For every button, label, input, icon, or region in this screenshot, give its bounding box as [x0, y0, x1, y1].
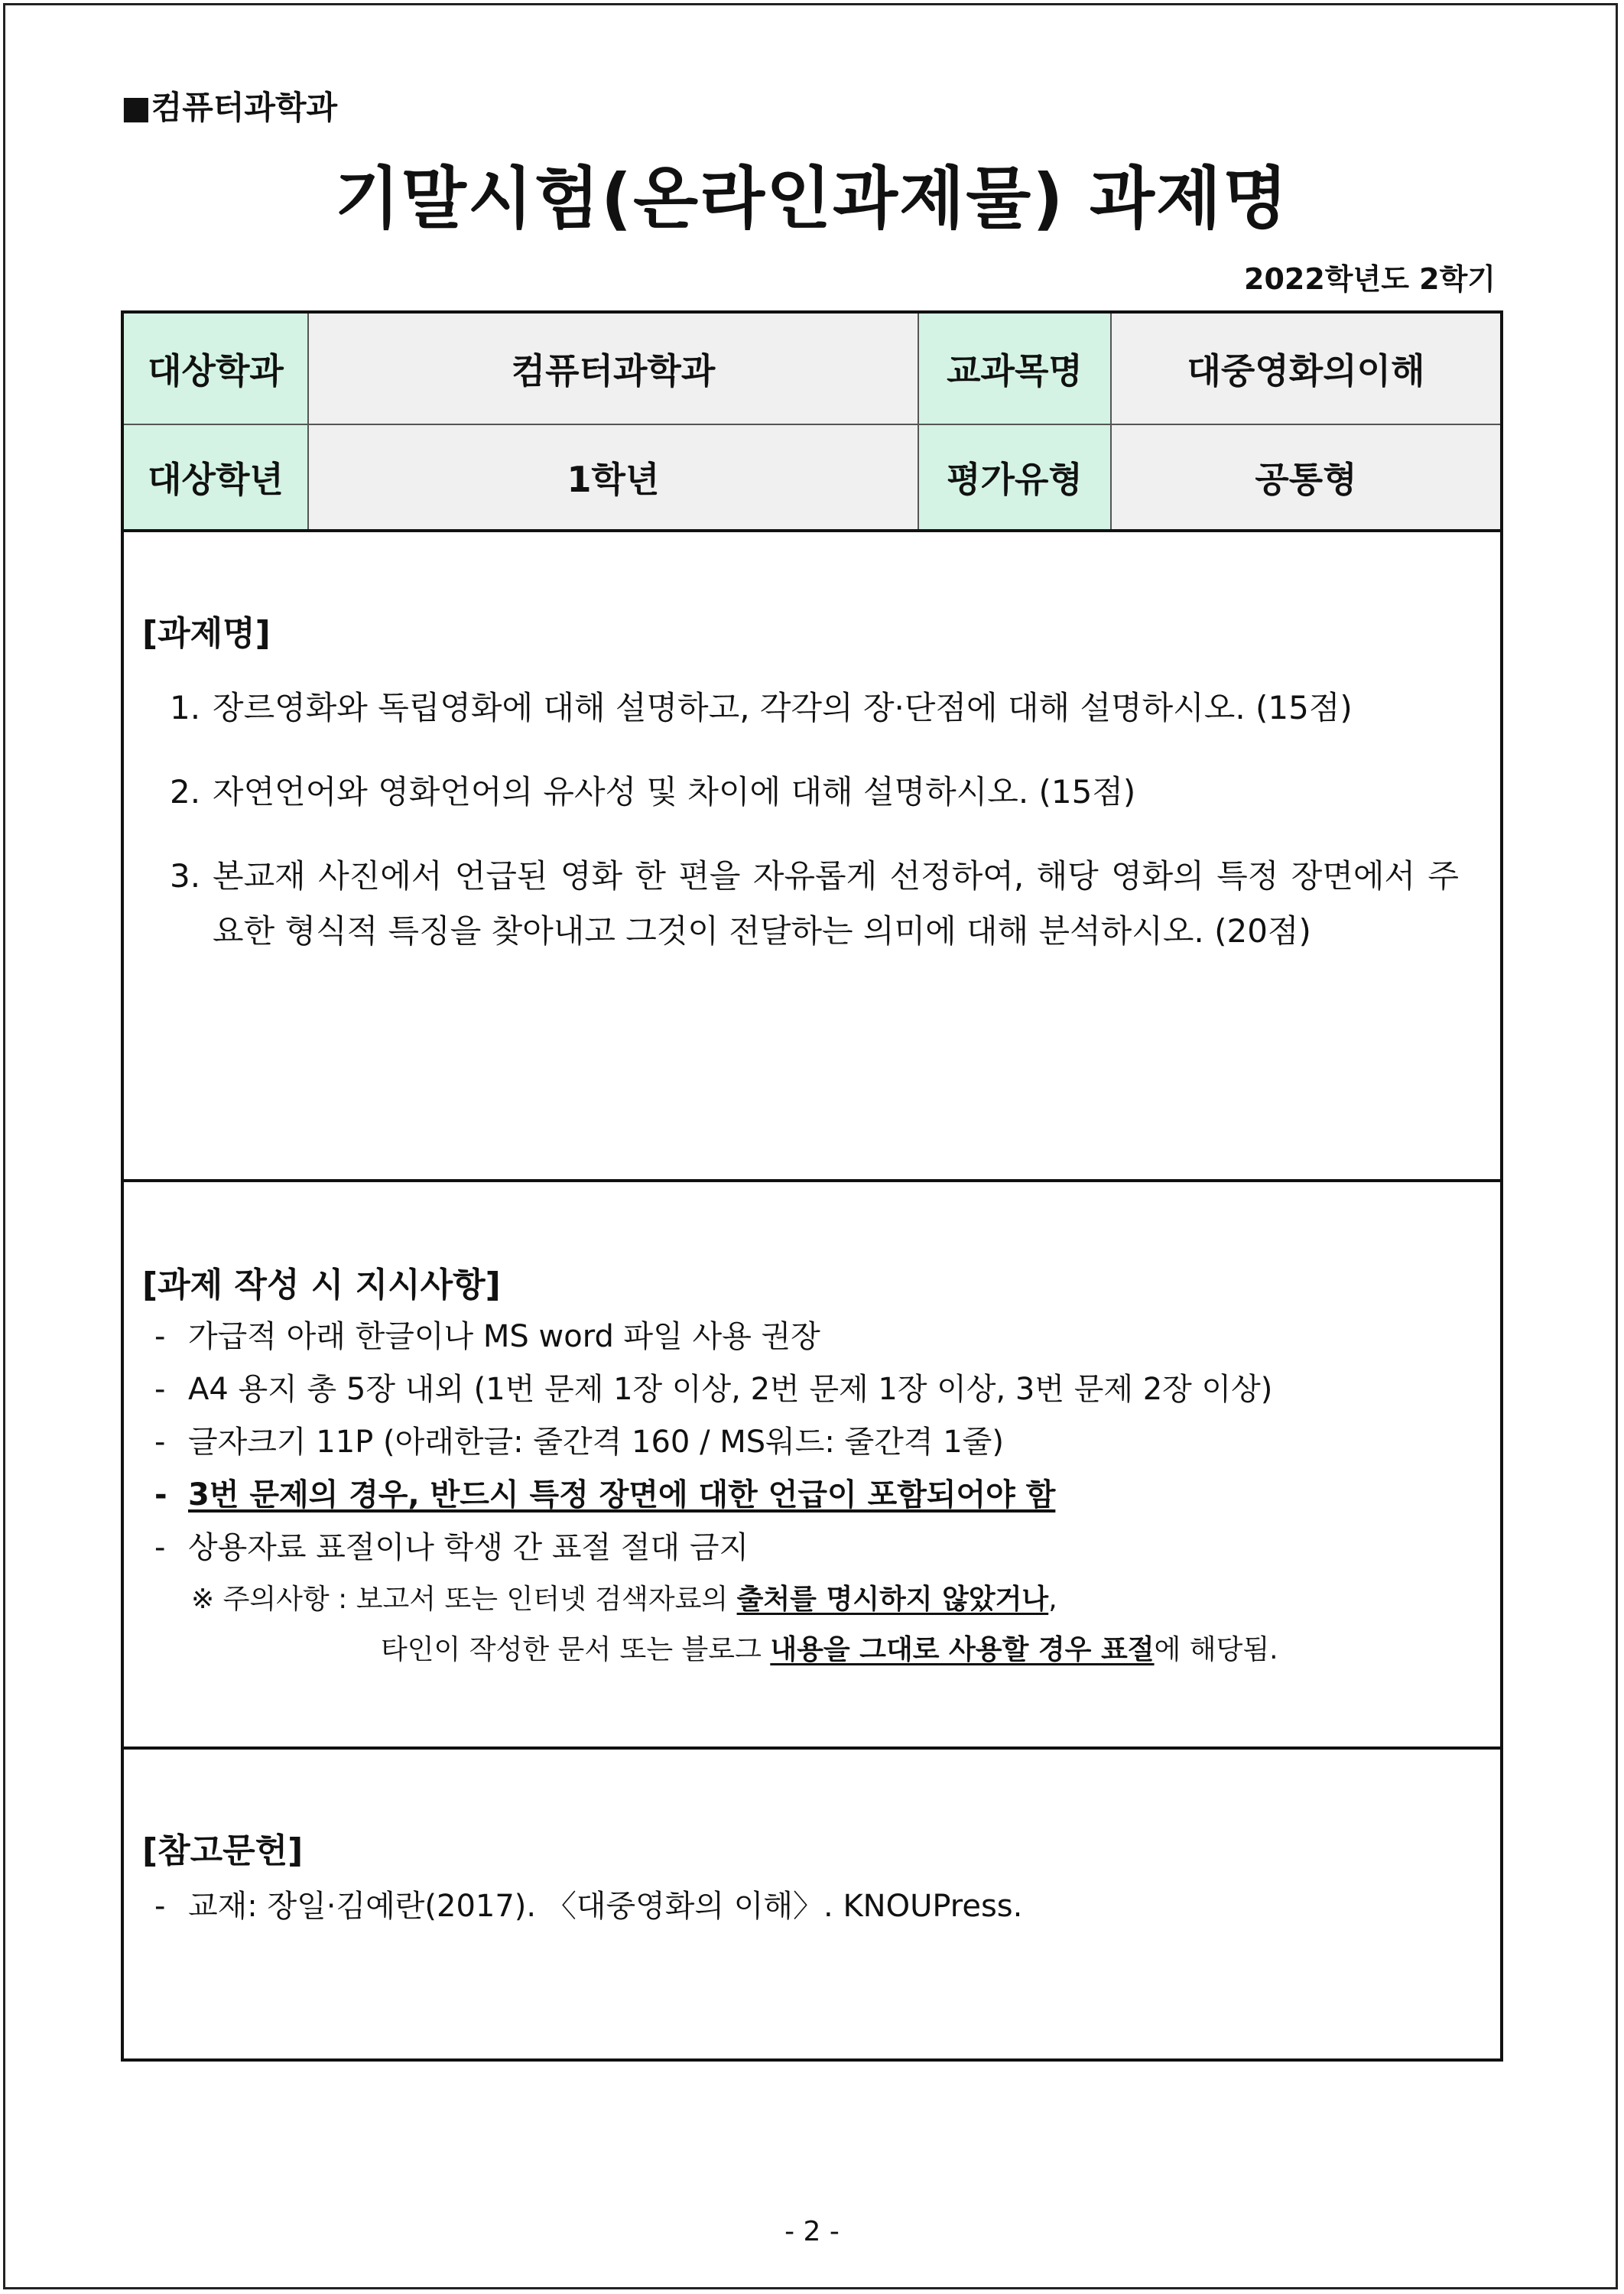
info-table [121, 310, 1503, 532]
note-emphasis: 출처를 명시하지 않았거나 [736, 1584, 1049, 1615]
instruction-text: A4 용지 총 5장 내외 (1번 문제 1장 이상, 2번 문제 1장 이상, 3번 문제 2장 이상) [188, 1372, 1273, 1407]
task-number: 2. [170, 773, 201, 811]
instruction-text: 글자크기 11P (아래한글: 줄간격 160 / MS워드: 줄간격 1줄) [188, 1425, 1004, 1460]
dash-marker: - [154, 1530, 166, 1565]
value-cell-year: 1학년 [308, 424, 918, 531]
caution-note-line2 [154, 1625, 1470, 1675]
header-cell-eval-type: 평가유형 [918, 424, 1111, 531]
list-item [170, 765, 1459, 820]
page-number: - 2 - [784, 2216, 840, 2247]
list-item [154, 1522, 1470, 1574]
instruction-text: 가급적 아래 한글이나 MS word 파일 사용 권장 [188, 1319, 820, 1354]
caution-note [154, 1574, 1470, 1625]
instruction-text: 상용자료 표절이나 학생 간 표절 절대 금지 [188, 1530, 749, 1565]
list-item [154, 1311, 1470, 1363]
tasks-heading: [과제명] [142, 614, 271, 653]
header-cell-year: 대상학년 [122, 424, 308, 531]
instructions-heading: [과제 작성 시 지시사항] [142, 1266, 501, 1305]
table-row [122, 424, 1502, 531]
value-cell-course: 대중영화의이해 [1111, 312, 1502, 424]
task-list [170, 681, 1459, 988]
list-item [154, 1469, 1470, 1522]
instruction-text: 3번 문제의 경우, 반드시 특정 장면에 대한 언급이 포함되어야 함 [188, 1477, 1056, 1513]
header-cell-course: 교과목명 [918, 312, 1111, 424]
instructions-section [121, 1182, 1503, 1750]
value-cell-eval-type: 공통형 [1111, 424, 1502, 531]
department-label: ■컴퓨터과학과 [121, 89, 338, 126]
task-number: 3. [170, 857, 201, 895]
dash-marker: - [154, 1477, 167, 1513]
list-item [170, 849, 1459, 959]
page-title: 기말시험(온라인과제물) 과제명 [334, 159, 1290, 238]
references-section [121, 1750, 1503, 2062]
value-cell-department: 컴퓨터과학과 [308, 312, 918, 424]
task-text: 장르영화와 독립영화에 대해 설명하고, 각각의 장·단점에 대해 설명하시오. (15점) [213, 689, 1353, 726]
task-text: 자연언어와 영화언어의 유사성 및 차이에 대해 설명하시오. (15점) [213, 773, 1136, 811]
note-suffix: 에 해당됨. [1154, 1634, 1278, 1665]
dash-marker: - [154, 1889, 166, 1924]
header-cell-department: 대상학과 [122, 312, 308, 424]
note-prefix: ※ 주의사항 : 보고서 또는 인터넷 검색자료의 [191, 1584, 737, 1615]
dash-marker: - [154, 1319, 166, 1354]
note-prefix: 타인이 작성한 문서 또는 블로그 [381, 1634, 771, 1665]
list-item [170, 681, 1459, 736]
list-item [154, 1416, 1470, 1469]
dash-marker: - [154, 1372, 166, 1407]
list-item [154, 1363, 1470, 1416]
term-label: 2022학년도 2학기 [1244, 262, 1496, 296]
task-number: 1. [170, 689, 201, 726]
list-item [154, 1881, 1022, 1932]
note-comma: , [1048, 1584, 1057, 1615]
task-text: 본교재 사진에서 언급된 영화 한 편을 자유롭게 선정하여, 해당 영화의 특정 장면에서 주요한 형식적 특징을 찾아내고 그것이 전달하는 의미에 대해 분석하시오. (20점) [213, 857, 1459, 950]
reference-text: 교재: 장일·김예란(2017). 〈대중영화의 이해〉. KNOUPress. [188, 1889, 1023, 1924]
tasks-section [121, 531, 1503, 1182]
note-emphasis: 내용을 그대로 사용할 경우 표절 [770, 1634, 1155, 1665]
references-heading: [참고문헌] [142, 1831, 304, 1870]
table-row [122, 312, 1502, 424]
instruction-list [154, 1311, 1470, 1675]
dash-marker: - [154, 1425, 166, 1460]
